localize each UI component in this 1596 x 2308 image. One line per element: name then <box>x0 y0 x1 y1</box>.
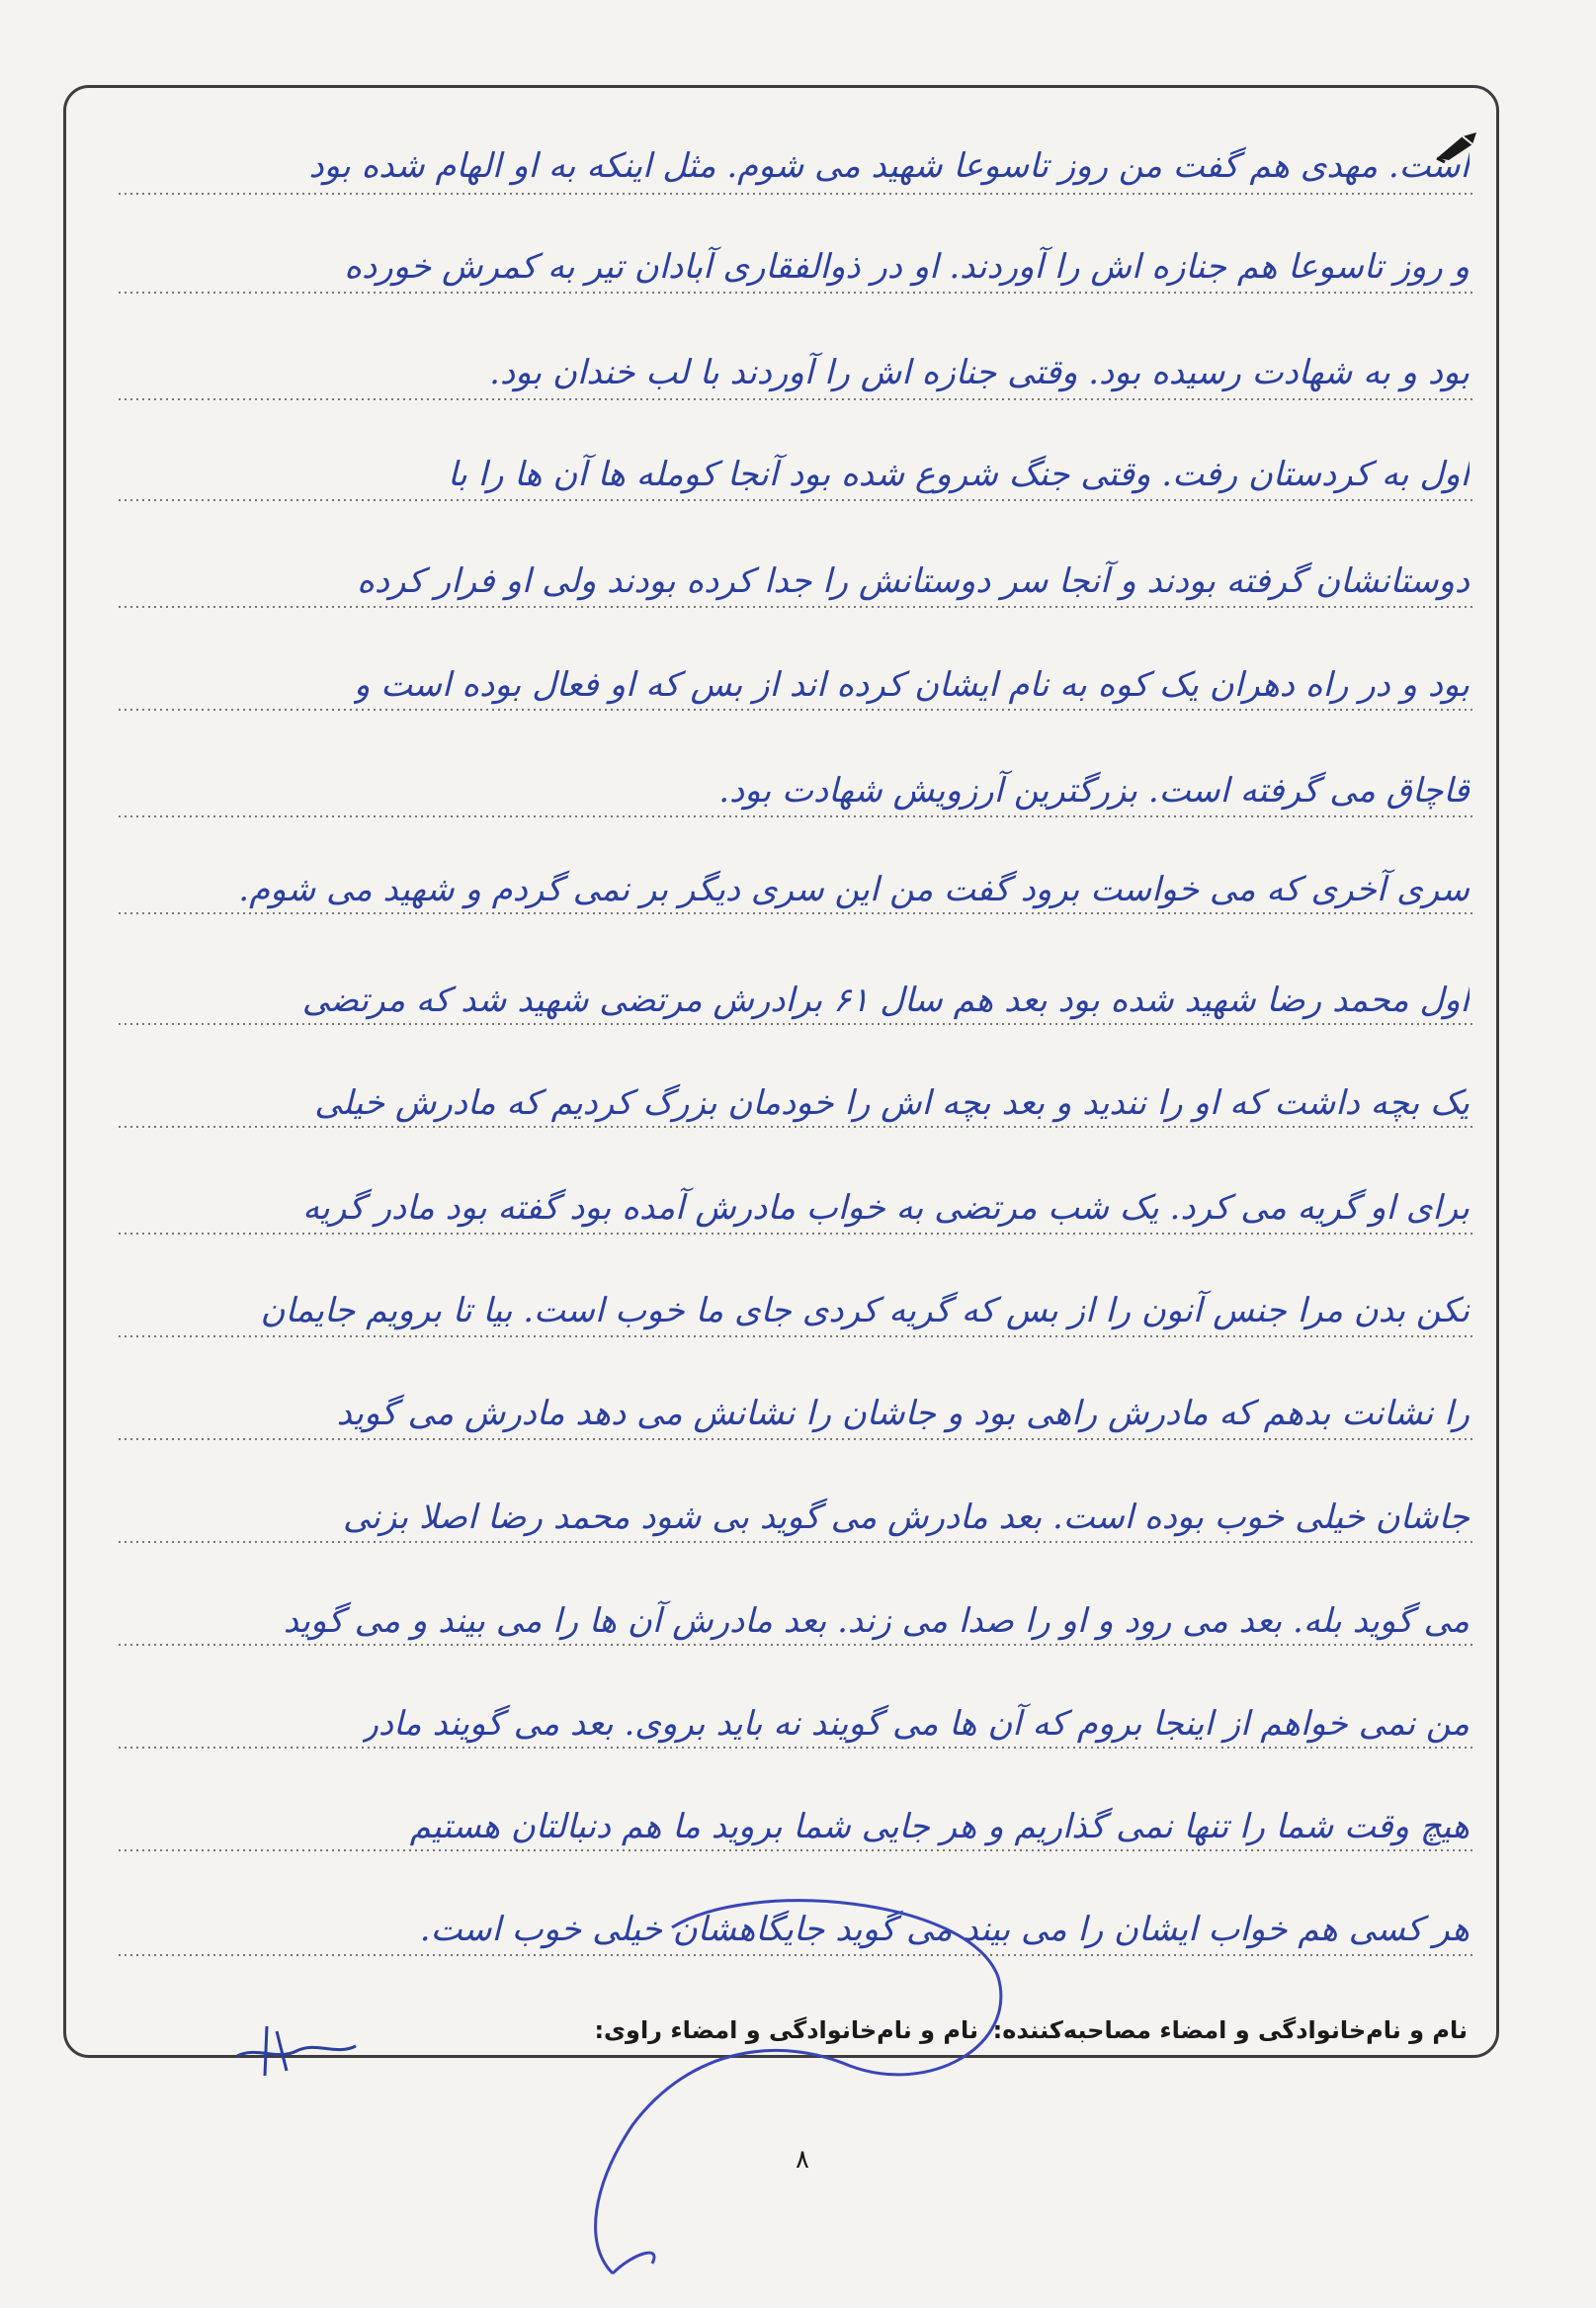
handwritten-line: سری آخری که می خواست برود گفت من این سری دیگر بر نمی گردم و شهید می شوم. <box>238 870 1470 909</box>
handwritten-line: جاشان خیلی خوب بوده است. بعد مادرش می گوید بی شود محمد رضا اصلا بزنی <box>343 1497 1470 1537</box>
narrator-signature-label: نام و نام‌خانوادگی و امضاء راوی: <box>594 2016 978 2044</box>
handwritten-line: یک بچه داشت که او را نندید و بعد بچه اش را خودمان بزرگ کردیم که مادرش خیلی <box>314 1083 1470 1123</box>
handwritten-line: هر کسی هم خواب ایشان را می بیند می گوید جایگاهشان خیلی خوب است. <box>419 1910 1470 1949</box>
handwritten-line: نکن بدن مرا جنس آنون را از بس که گریه کردی جای ما خوب است. بیا تا برویم جایمان <box>260 1291 1470 1330</box>
handwritten-line: و روز تاسوعا هم جنازه اش را آوردند. او در ذوالفقاری آبادان تیر به کمرش خورده <box>344 247 1470 287</box>
handwritten-line: برای او گریه می کرد. یک شب مرتضی به خواب مادرش آمده بود گفته بود مادر گریه <box>302 1188 1470 1228</box>
handwritten-line: اول به کردستان رفت. وقتی جنگ شروع شده بود آنجا کومله ها آن ها را با <box>448 455 1470 494</box>
handwritten-line: قاچاق می گرفته است. بزرگترین آرزویش شهادت بود. <box>718 771 1470 811</box>
handwritten-line: اول محمد رضا شهید شده بود بعد هم سال ۶۱ برادرش مرتضی شهید شد که مرتضی <box>301 981 1470 1020</box>
page-number: ۸ <box>796 2145 809 2175</box>
handwritten-line: را نشانت بدهم که مادرش راهی بود و جاشان را نشانش می دهد مادرش می گوید <box>336 1394 1470 1433</box>
handwritten-line: می گوید بله. بعد می رود و او را صدا می زند. بعد مادرش آن ها را می بیند و می گوید <box>283 1601 1470 1641</box>
interviewer-signature-label: نام و نام‌خانوادگی و امضاء مصاحبه‌کننده: <box>992 2016 1468 2044</box>
handwritten-line: است. مهدی هم گفت من روز تاسوعا شهید می شوم. مثل اینکه به او الهام شده بود <box>308 146 1470 186</box>
handwritten-line: بود و به شهادت رسیده بود. وقتی جنازه اش را آوردند با لب خندان بود. <box>489 353 1470 392</box>
handwritten-line: من نمی خواهم از اینجا بروم که آن ها می گویند نه باید بروی. بعد می گویند مادر <box>362 1704 1470 1744</box>
handwritten-line: هیچ وقت شما را تنها نمی گذاریم و هر جایی شما بروید ما هم دنبالتان هستیم <box>409 1807 1470 1846</box>
narrator-signature <box>217 2007 376 2086</box>
handwritten-line: بود و در راه دهران یک کوه به نام ایشان کرده اند از بس که او فعال بوده است و <box>353 665 1470 705</box>
handwritten-line: دوستانشان گرفته بودند و آنجا سر دوستانش را جدا کرده بودند ولی او فرار کرده <box>357 561 1470 601</box>
interviewer-signature <box>553 1868 1018 2283</box>
